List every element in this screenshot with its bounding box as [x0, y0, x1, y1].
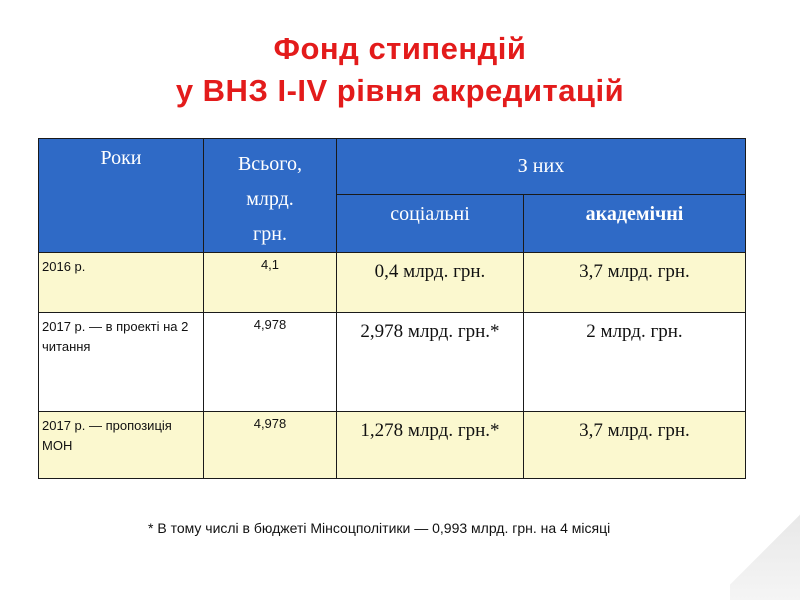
title-line-1: Фонд стипендій	[273, 31, 527, 66]
cell-total: 4,978	[204, 313, 337, 412]
table-row	[39, 253, 746, 313]
scholarship-fund-table	[38, 138, 746, 479]
cell-total: 4,978	[204, 412, 337, 479]
cell-year: 2016 р.	[39, 253, 204, 313]
cell-social: 1,278 млрд. грн.*	[337, 412, 524, 479]
header-years: Роки	[39, 139, 204, 253]
footnote: * В тому числі в бюджеті Мінсоцполітики — 0,993 млрд. грн. на 4 місяці	[148, 520, 611, 536]
header-group: З них	[337, 139, 746, 195]
title-line-2: у ВНЗ І-ІV рівня акредитацій	[175, 73, 625, 108]
header-total-line-1: Всього,	[237, 153, 303, 175]
page-curl-fold	[730, 514, 800, 600]
header-total-line-2: млрд.	[246, 188, 294, 210]
table-row	[39, 313, 746, 412]
cell-academic: 3,7 млрд. грн.	[524, 412, 746, 479]
table-header-row	[39, 139, 746, 195]
cell-social: 0,4 млрд. грн.	[337, 253, 524, 313]
page-curl-decoration	[730, 490, 800, 600]
cell-social: 2,978 млрд. грн.*	[337, 313, 524, 412]
header-total	[204, 139, 337, 253]
cell-total: 4,1	[204, 253, 337, 313]
header-academic: академічні	[524, 194, 746, 252]
cell-year: 2017 р. — пропозиція МОН	[39, 412, 204, 479]
header-total-line-3: грн.	[253, 223, 287, 245]
cell-year: 2017 р. — в проекті на 2 читання	[39, 313, 204, 412]
cell-academic: 2 млрд. грн.	[524, 313, 746, 412]
header-social: соціальні	[337, 194, 524, 252]
cell-academic: 3,7 млрд. грн.	[524, 253, 746, 313]
table-row	[39, 412, 746, 479]
page-title	[0, 28, 800, 112]
